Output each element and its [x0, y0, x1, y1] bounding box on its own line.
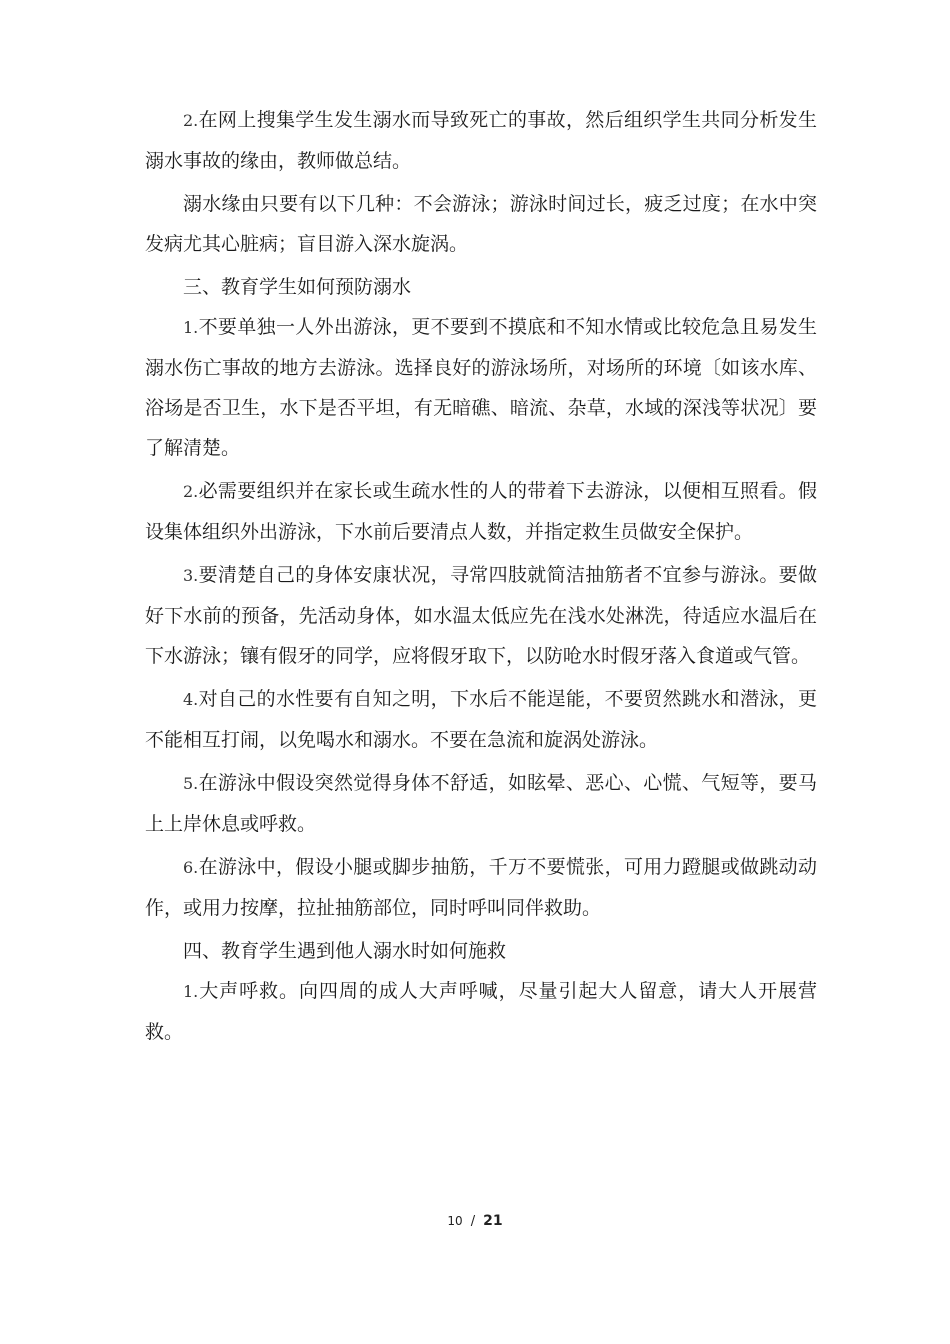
paragraph-text: 不要单独一人外出游泳，更不要到不摸底和不知水情或比较危急且易发生溺水伤亡事故的地方去游泳。选择良好的游泳场所，对场所的环境〔如该水库、浴场是否卫生，水下是否平坦，有无暗礁、暗流、杂草，水域的深浅等状况〕要了解清楚。 — [145, 316, 817, 459]
total-pages-number: 21 — [483, 1213, 503, 1229]
paragraph-9 — [145, 847, 817, 928]
paragraph-text: 大声呼救。向四周的成人大声呼喊，尽量引起大人留意，请大人开展营救。 — [145, 980, 817, 1043]
paragraph-text: 在游泳中假设突然觉得身体不舒适，如眩晕、恶心、心慌、气短等，要马上上岸休息或呼救。 — [145, 772, 817, 835]
current-page-number: 10 — [447, 1214, 463, 1228]
paragraph-11 — [145, 971, 817, 1052]
paragraph-number: 1. — [183, 982, 199, 1001]
paragraph-4 — [145, 307, 817, 468]
section-heading-3 — [145, 267, 817, 307]
paragraph-5 — [145, 471, 817, 552]
paragraph-7 — [145, 679, 817, 760]
paragraph-number: 4. — [183, 690, 199, 709]
heading-text: 三、教育学生如何预防溺水 — [183, 276, 412, 298]
document-body — [145, 100, 817, 1055]
paragraph-1 — [145, 100, 817, 181]
paragraph-text: 溺水缘由只要有以下几种：不会游泳；游泳时间过长，疲乏过度；在水中突发病尤其心脏病；盲目游入深水旋涡。 — [145, 193, 817, 255]
paragraph-number: 3. — [183, 566, 199, 585]
paragraph-number: 6. — [183, 858, 199, 877]
paragraph-number: 1. — [183, 318, 199, 337]
paragraph-6 — [145, 555, 817, 676]
paragraph-number: 2. — [183, 482, 199, 501]
paragraph-text: 对自己的水性要有自知之明，下水后不能逞能，不要贸然跳水和潜泳，更不能相互打闹，以免喝水和溺水。不要在急流和旋涡处游泳。 — [145, 688, 817, 751]
paragraph-text: 在网上搜集学生发生溺水而导致死亡的事故，然后组织学生共同分析发生溺水事故的缘由，教师做总结。 — [145, 109, 817, 172]
paragraph-text: 必需要组织并在家长或生疏水性的人的带着下去游泳，以便相互照看。假设集体组织外出游泳，下水前后要清点人数，并指定救生员做安全保护。 — [145, 480, 817, 543]
paragraph-2 — [145, 184, 817, 264]
paragraph-text: 要清楚自己的身体安康状况，寻常四肢就简洁抽筋者不宜参与游泳。要做好下水前的预备，先活动身体，如水温太低应先在浅水处淋洗，待适应水温后在下水游泳；镶有假牙的同学，应将假牙取下，以防呛水时假牙落入食道或气管。 — [145, 564, 817, 667]
paragraph-8 — [145, 763, 817, 844]
paragraph-text: 在游泳中，假设小腿或脚步抽筋，千万不要慌张，可用力蹬腿或做跳动动作，或用力按摩，拉扯抽筋部位，同时呼叫同伴救助。 — [145, 856, 817, 919]
heading-text: 四、教育学生遇到他人溺水时如何施救 — [183, 940, 507, 962]
section-heading-4 — [145, 931, 817, 971]
page-separator: / — [470, 1214, 476, 1229]
page-footer — [0, 1213, 950, 1229]
paragraph-number: 2. — [183, 111, 199, 130]
paragraph-number: 5. — [183, 774, 199, 793]
